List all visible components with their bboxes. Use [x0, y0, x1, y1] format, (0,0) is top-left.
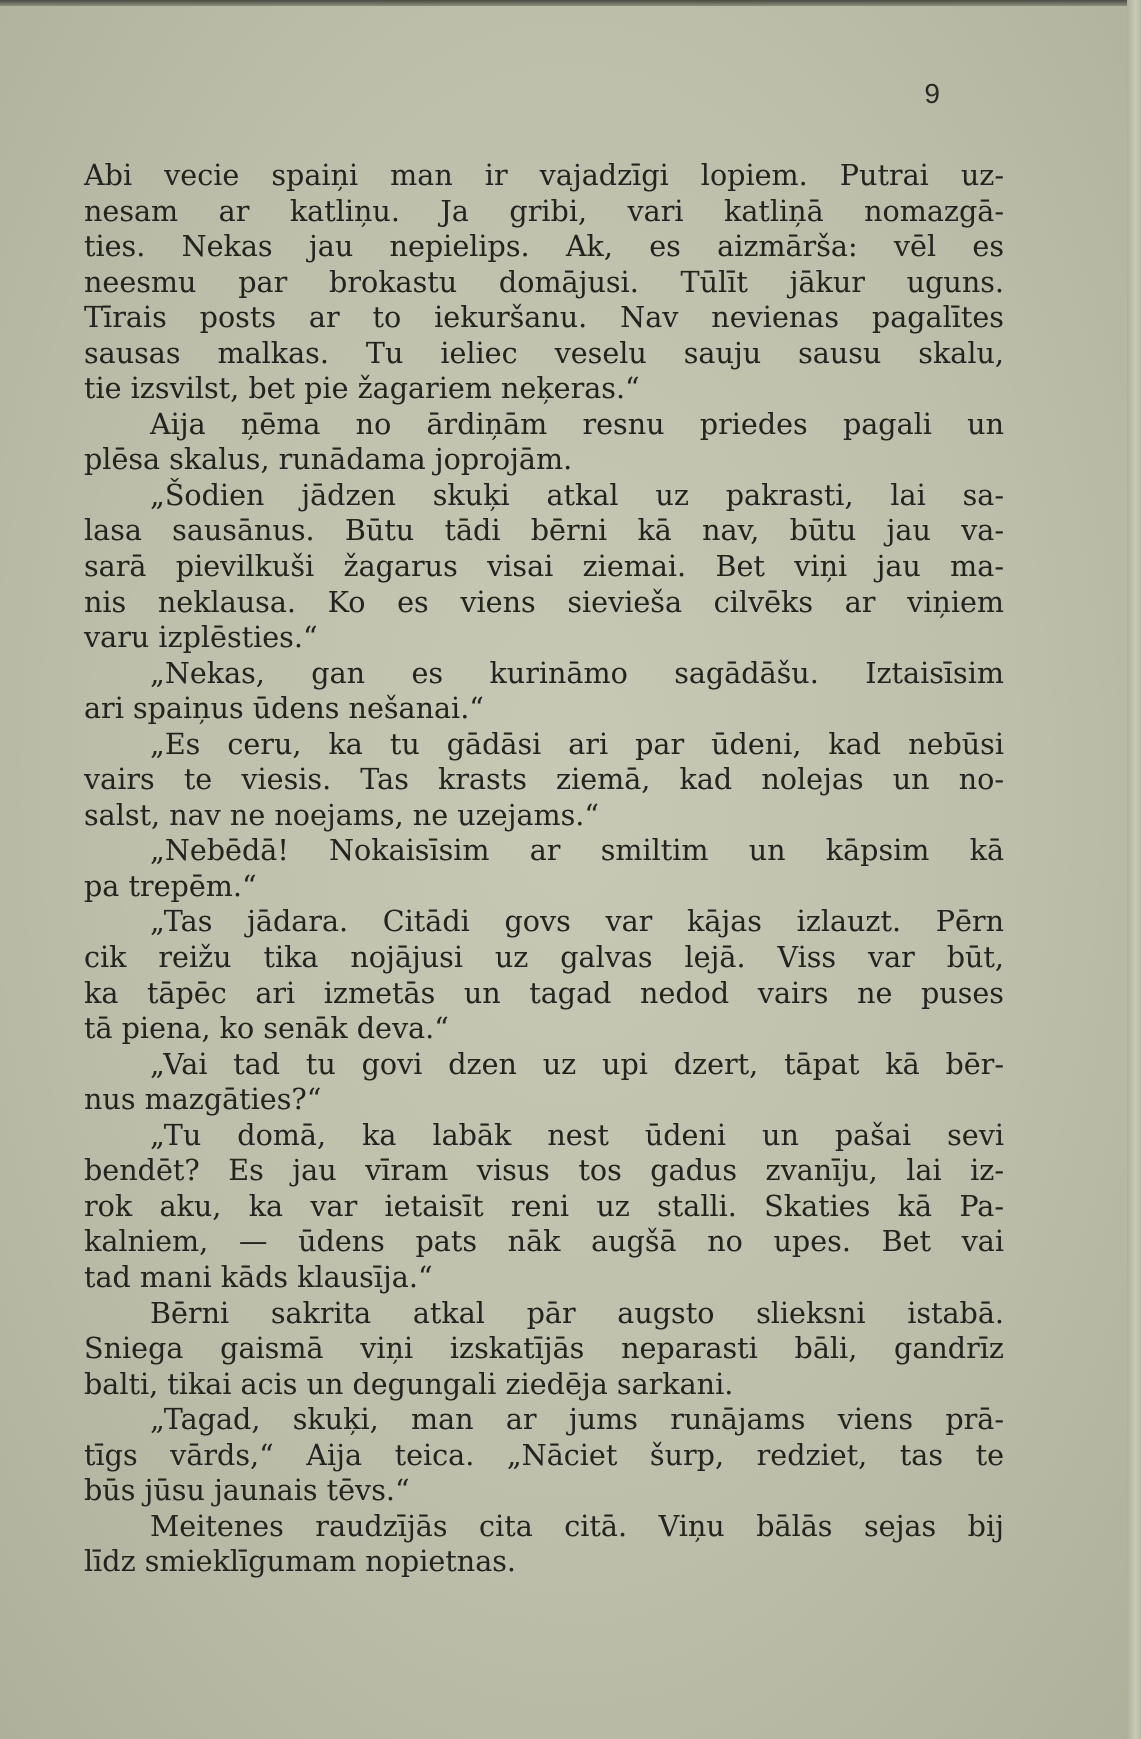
text-line: „Vai tad tu govi dzen uz upi dzert, tāpat kā bēr-: [150, 1046, 1004, 1081]
text-line: cik reižu tika nojājusi uz galvas lejā. Viss var būt,: [84, 940, 1004, 975]
text-line: sausas malkas. Tu ieliec veselu sauju sausu skalu,: [84, 335, 1004, 370]
text-line: ka tāpēc ari izmetās un tagad nedod vairs ne puses: [84, 975, 1004, 1010]
text-line: „Tagad, skuķi, man ar jums runājams viens prā-: [150, 1402, 1004, 1437]
text-line: pa trepēm.“: [84, 868, 257, 903]
text-line: kalniem, — ūdens pats nāk augšā no upes. Bet vai: [84, 1224, 1004, 1259]
text-line: Sniega gaismā viņi izskatījās neparasti bāli, gandrīz: [84, 1331, 1004, 1366]
text-line: salst, nav ne noejams, ne uzejams.“: [84, 797, 600, 832]
text-line: balti, tikai acis un degungali ziedēja sarkani.: [84, 1366, 734, 1401]
text-line: „Nebēdā! Nokaisīsim ar smiltim un kāpsim kā: [150, 833, 1004, 868]
page-right-edge: [1127, 0, 1141, 1739]
text-line: Tīrais posts ar to iekuršanu. Nav nevienas pagalītes: [84, 300, 1004, 335]
text-line: līdz smieklīgumam nopietnas.: [84, 1544, 517, 1579]
text-line: Meitenes raudzījās cita citā. Viņu bālās sejas bij: [150, 1508, 1004, 1543]
text-line: Bērni sakrita atkal pār augsto slieksni istabā.: [150, 1295, 1004, 1330]
text-line: „Tas jādara. Citādi govs var kājas izlauzt. Pērn: [150, 904, 1004, 939]
text-line: lasa sausānus. Būtu tādi bērni kā nav, būtu jau va-: [84, 513, 1004, 548]
text-line: tīgs vārds,“ Aija teica. „Nāciet šurp, redziet, tas te: [84, 1437, 1004, 1472]
page-top-edge: [0, 0, 1141, 6]
text-line: „Tu domā, ka labāk nest ūdeni un pašai sevi: [150, 1117, 1004, 1152]
text-line: tie izsvilst, bet pie žagariem neķeras.“: [84, 371, 640, 406]
text-line: sarā pievilkuši žagarus visai ziemai. Bet viņi jau ma-: [84, 549, 1004, 584]
text-line: nesam ar katliņu. Ja gribi, vari katliņā nomazgā-: [84, 193, 1004, 228]
text-line: nis neklausa. Ko es viens sieviešа cilvēks ar viņiem: [84, 584, 1004, 619]
text-line: Abi vecie spaiņi man ir vajadzīgi lopiem. Putrai uz-: [84, 158, 1004, 192]
text-line: „Šodien jādzen skuķi atkal uz pakrasti, lai sa-: [150, 477, 1004, 512]
text-line: būs jūsu jaunais tēvs.“: [84, 1473, 410, 1508]
text-line: ari spaiņus ūdens nešanai.“: [84, 691, 484, 726]
text-line: „Es ceru, ka tu gādāsi ari par ūdeni, kad nebūsi: [150, 726, 1004, 761]
text-line: plēsa skalus, runādama joprojām.: [84, 442, 573, 477]
text-line: vairs te viesis. Tas krasts ziemā, kad nolejas un no-: [84, 762, 1004, 797]
text-line: nus mazgāties?“: [84, 1082, 322, 1117]
text-line: varu izplēsties.“: [84, 620, 318, 655]
page-number: 9: [924, 78, 940, 109]
text-line: tā piena, ko senāk deva.“: [84, 1011, 449, 1046]
body-text: [84, 158, 1004, 1580]
text-line: ties. Nekas jau nepielips. Ak, es aizmārša: vēl es: [84, 229, 1004, 264]
text-line: neesmu par brokastu domājusi. Tūlīt jākur uguns.: [84, 264, 1004, 299]
text-line: rok aku, ka var ietaisīt reni uz stalli. Skaties kā Pa-: [84, 1188, 1004, 1223]
text-line: tad mani kāds klausīja.“: [84, 1259, 433, 1294]
text-line: bendēt? Es jau vīram visus tos gadus zvanīju, lai iz-: [84, 1153, 1004, 1188]
text-line: Aija ņēma no ārdiņām resnu priedes pagali un: [150, 406, 1004, 441]
text-line: „Nekas, gan es kurināmo sagādāšu. Iztaisīsim: [150, 655, 1004, 690]
